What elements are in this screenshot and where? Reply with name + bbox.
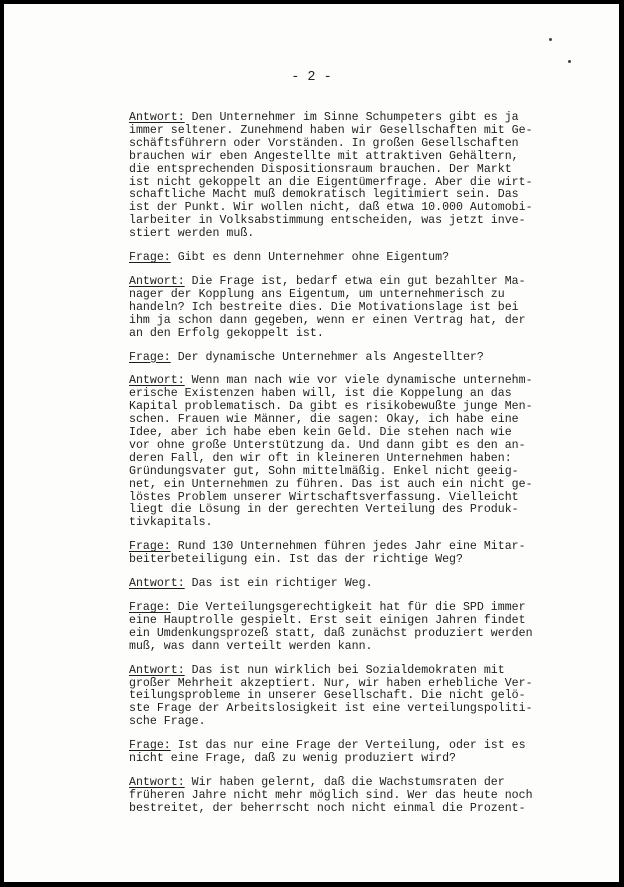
paragraph-text: Das ist ein richtiger Weg. bbox=[184, 577, 373, 591]
interview-paragraph bbox=[129, 602, 559, 654]
interview-paragraph bbox=[129, 777, 559, 816]
speaker-label: Frage: bbox=[129, 601, 171, 614]
paragraph-text: Der dynamische Unternehmer als Angestellter? bbox=[170, 350, 484, 364]
speaker-label: Frage: bbox=[129, 251, 171, 265]
paragraph-text: Rund 130 Unternehmen führen jedes Jahr eine Mitar- beiterbeteiligung ein. Ist das der richtige Weg? bbox=[129, 540, 526, 567]
scan-speck bbox=[568, 60, 571, 63]
speaker-label: Antwort: bbox=[129, 577, 185, 591]
speaker-label: Antwort: bbox=[129, 663, 185, 677]
speaker-label: Antwort: bbox=[129, 374, 185, 388]
speaker-label: Frage: bbox=[129, 739, 171, 753]
interview-paragraph bbox=[129, 112, 559, 241]
interview-paragraph bbox=[129, 276, 559, 341]
interview-paragraph bbox=[129, 375, 559, 530]
interview-text bbox=[129, 112, 559, 827]
speaker-label: Frage: bbox=[129, 350, 171, 364]
speaker-label: Antwort: bbox=[129, 111, 185, 124]
paragraph-text: Ist das nur eine Frage der Verteilung, oder ist es nicht eine Frage, daß zu wenig produziert wird? bbox=[129, 739, 526, 766]
interview-paragraph bbox=[129, 740, 559, 766]
paragraph-text: Den Unternehmer im Sinne Schumpeters gibt es ja immer seltener. Zunehmend haben wir Gesellschaften mit Ge- schäftsführern oder Vorständen. In großen Gesellschaften brauchen wir eben Angestellte mit attraktiven Gehältern, die entsprechenden Dispositionsraum brauchen. Der Markt ist nicht gekoppelt an die Eigentümerfrage. Aber die wirt- schaftliche Macht muß demokratisch legitimiert sein. Das ist der Punkt. Wir wollen nicht, daß etwa 10.000 Automobi- larbeiter in Volksabstimmung entscheiden, was jetzt inve- stiert werden muß. bbox=[129, 111, 533, 241]
paragraph-text: Die Frage ist, bedarf etwa ein gut bezahlter Ma- nager der Kopplung ans Eigentum, um unternehmerisch zu handeln? Ich bestreite dies. Die Motivationslage ist bei ihm ja schon dann gegeben, wenn er einen Vertrag hat, der an den Erfolg gekoppelt ist. bbox=[129, 274, 526, 340]
document-page bbox=[4, 4, 619, 882]
scan-speck bbox=[549, 38, 552, 41]
paragraph-text: Wir haben gelernt, daß die Wachstumsraten der früheren Jahre nicht mehr möglich sind. Wer das heute noch bestreitet, der beherrscht noch nicht einmal die Prozent- bbox=[129, 775, 533, 815]
paragraph-text: Das ist nun wirklich bei Sozialdemokraten mit großer Mehrheit akzeptiert. Nur, wir haben erhebliche Ver- teilungsprobleme in unserer Gesellschaft. Die nicht gelö- ste Frage der Arbeitslosigkeit ist eine verteilungspoliti- sche Frage. bbox=[129, 663, 533, 729]
paragraph-text: Die Verteilungsgerechtigkeit hat für die SPD immer eine Hauptrolle gespielt. Erst seit einigen Jahren findet ein Umdenkungsprozeß statt, daß zunächst produziert werden muß, was dann verteilt werden kann. bbox=[129, 601, 533, 653]
interview-paragraph bbox=[129, 541, 559, 567]
speaker-label: Antwort: bbox=[129, 274, 185, 288]
paragraph-text: Gibt es denn Unternehmer ohne Eigentum? bbox=[170, 251, 450, 265]
speaker-label: Antwort: bbox=[129, 775, 185, 789]
page-number: - 2 - bbox=[291, 70, 332, 85]
interview-paragraph bbox=[129, 665, 559, 730]
speaker-label: Frage: bbox=[129, 540, 171, 554]
interview-paragraph bbox=[129, 252, 559, 265]
interview-paragraph bbox=[129, 352, 559, 365]
interview-paragraph bbox=[129, 578, 559, 591]
paragraph-text: Wenn man nach wie vor viele dynamische unternehm- erische Existenzen haben will, ist die Koppelung an das Kapital problematisch. Da gibt es risikobewußte junge Men- schen. Frauen wie Männer, die sagen: Okay, ich habe eine Idee, aber ich habe eben kein Geld. Die stehen nach wie vor ohne große Unterstützung da. Und dann gibt es den an- deren Fall, den wir oft in kleineren Unternehmen haben: Gründungsvater gut, Sohn mittelmäßig. Enkel nicht geeig- net, ein Unternehmen zu führen. Das ist auch ein nicht ge- löstes Problem unserer Wirtschaftsverfassung. Vielleicht liegt die Lösung in der gerechten Verteilung des Produk- tivkapitals. bbox=[129, 374, 533, 530]
